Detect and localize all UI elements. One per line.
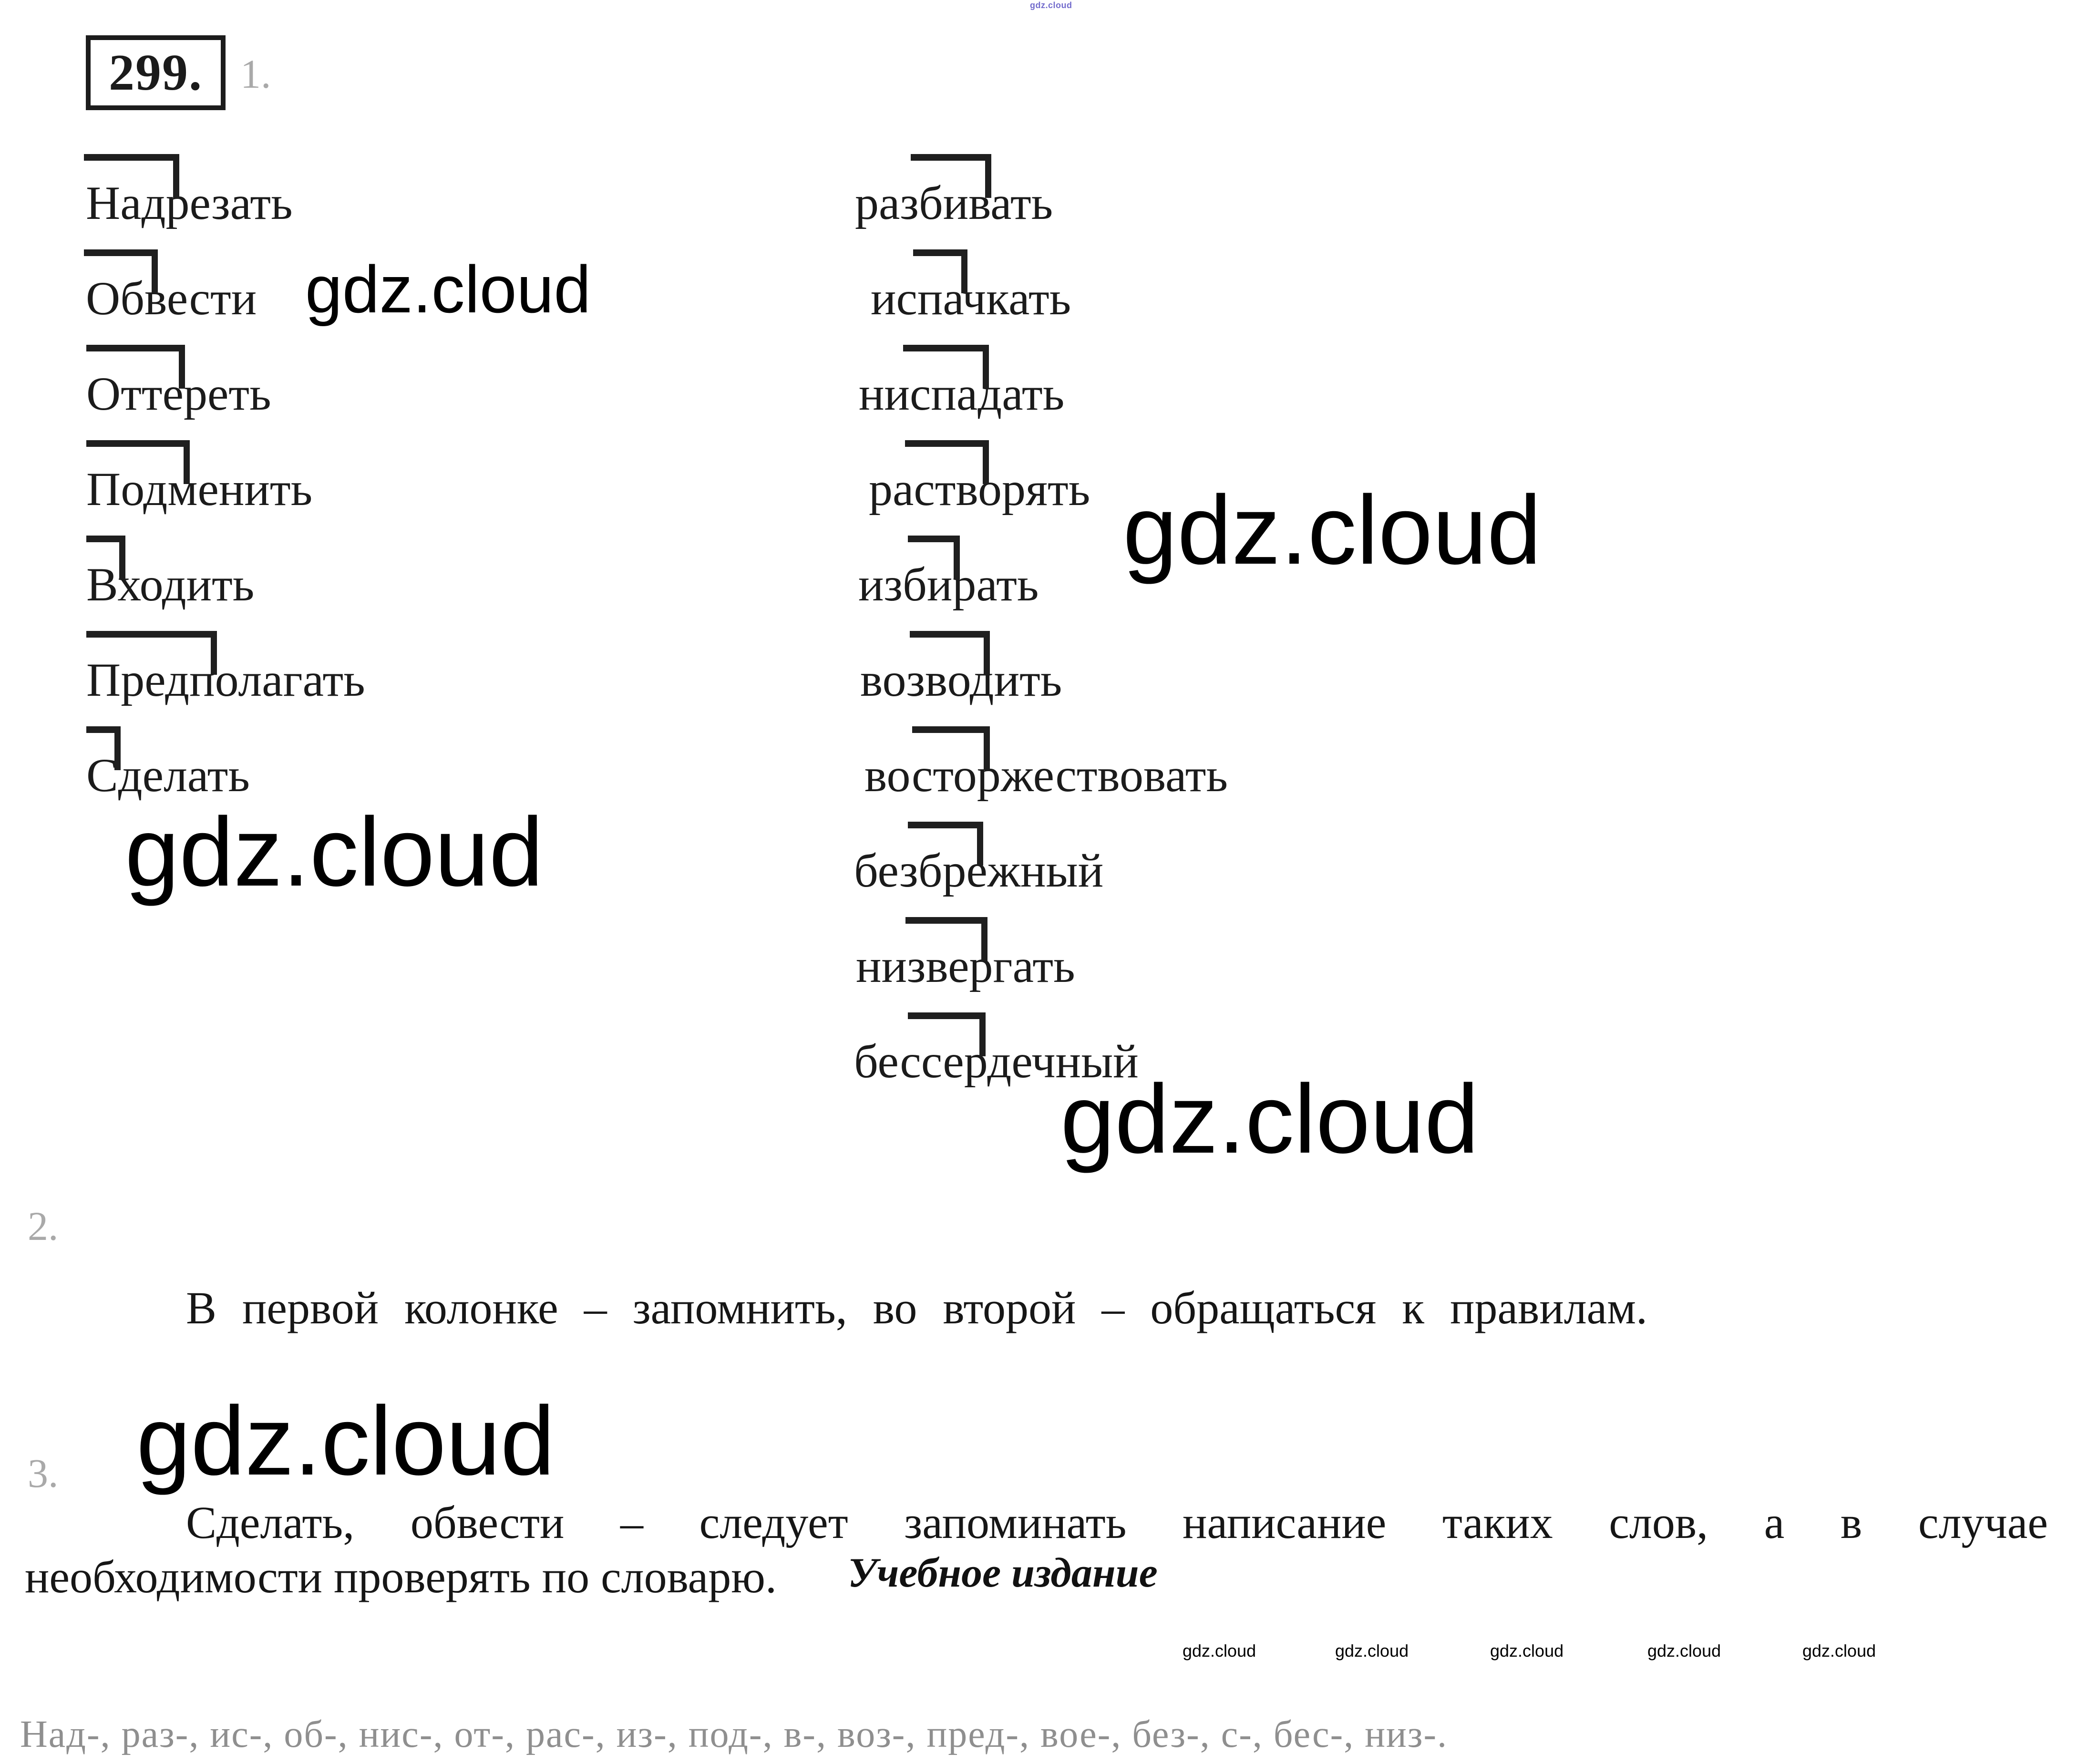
part-1-label: 1.	[240, 51, 271, 97]
word-text: Подменить	[86, 463, 313, 516]
word-text: восторжествовать	[864, 749, 1228, 802]
word-item	[86, 178, 293, 228]
prefix-bracket-icon	[905, 917, 987, 961]
part-2-label: 2.	[28, 1203, 59, 1249]
word-text: испачкать	[871, 272, 1071, 325]
word-item	[859, 369, 1064, 419]
word-text: ниспадать	[859, 367, 1065, 420]
exercise-number: 299.	[109, 44, 203, 101]
exercise-number-box	[86, 35, 226, 110]
word-item	[86, 273, 257, 323]
prefix-bracket-icon	[905, 440, 989, 484]
word-text: бессердечный	[854, 1035, 1139, 1088]
word-text: Оттереть	[86, 367, 271, 420]
word-text: возводить	[860, 653, 1062, 706]
gdz-cloud-watermark: gdz.cloud	[1183, 1641, 1256, 1661]
word-text: Входить	[86, 558, 255, 611]
prefix-bracket-icon	[84, 154, 179, 198]
word-text: избирать	[858, 558, 1039, 611]
gdz-cloud-watermark: gdz.cloud	[1123, 475, 1542, 585]
gdz-cloud-watermark: gdz.cloud	[1490, 1641, 1564, 1661]
word-item	[869, 464, 1090, 514]
prefix-bracket-icon	[913, 249, 967, 293]
word-text: разбивать	[855, 176, 1053, 229]
prefix-bracket-icon	[86, 440, 190, 484]
gdz-cloud-watermark: gdz.cloud	[1647, 1641, 1721, 1661]
gdz-cloud-watermark: gdz.cloud	[1060, 1064, 1479, 1174]
word-item	[871, 273, 1071, 323]
word-text: низвергать	[856, 939, 1075, 992]
part-3-answer-line-2: необходимости проверять по словарю.	[25, 1551, 777, 1602]
gdz-cloud-watermark: gdz.cloud	[136, 1386, 555, 1496]
word-item	[86, 464, 312, 514]
prefix-bracket-icon	[86, 631, 217, 675]
word-text: Предполагать	[86, 653, 365, 706]
word-item	[858, 559, 1039, 609]
part-3-answer-line-1: Сделать, обвести – следует запоминать написание таких слов, а в случае	[186, 1497, 2048, 1548]
prefix-bracket-icon	[911, 154, 991, 198]
prefix-bracket-icon	[908, 1012, 986, 1056]
word-item	[86, 655, 365, 705]
prefix-bracket-icon	[908, 536, 960, 579]
gdz-cloud-watermark: gdz.cloud	[305, 252, 591, 327]
prefix-bracket-icon	[86, 536, 125, 579]
word-item	[860, 655, 1062, 705]
word-text: Обвести	[86, 272, 257, 325]
prefix-bracket-icon	[903, 345, 989, 389]
gdz-cloud-watermark: gdz.cloud	[125, 797, 544, 907]
word-item	[86, 369, 271, 419]
word-item	[86, 750, 250, 800]
edition-note: Учебное издание	[848, 1550, 1158, 1596]
prefix-bracket-icon	[908, 822, 983, 866]
word-item	[854, 846, 1103, 896]
prefix-bracket-icon	[86, 345, 185, 389]
word-item	[864, 750, 1228, 800]
prefix-bracket-icon	[910, 631, 990, 675]
word-text: растворять	[869, 463, 1090, 516]
word-text: Надрезать	[86, 176, 293, 229]
prefix-bracket-icon	[86, 726, 121, 770]
word-item	[855, 178, 1053, 228]
gdz-cloud-watermark: gdz.cloud	[1335, 1641, 1409, 1661]
footer-prefix-list: Над-, раз-, ис-, об-, нис-, от-, рас-, из-, под-, в-, воз-, пред-, вое-, без-, с-, бес-, низ-.	[20, 1713, 1448, 1755]
gdz-cloud-watermark: gdz.cloud	[1030, 0, 1072, 10]
word-item	[856, 941, 1075, 991]
prefix-bracket-icon	[912, 726, 990, 770]
part-3-label: 3.	[28, 1450, 59, 1496]
word-item	[86, 559, 254, 609]
word-text: Сделать	[86, 749, 250, 802]
prefix-bracket-icon	[84, 249, 158, 293]
gdz-cloud-watermark: gdz.cloud	[1802, 1641, 1876, 1661]
word-text: безбрежный	[854, 844, 1104, 897]
part-2-answer-text: В первой колонке – запомнить, во второй – обращаться к правилам.	[186, 1282, 1648, 1333]
